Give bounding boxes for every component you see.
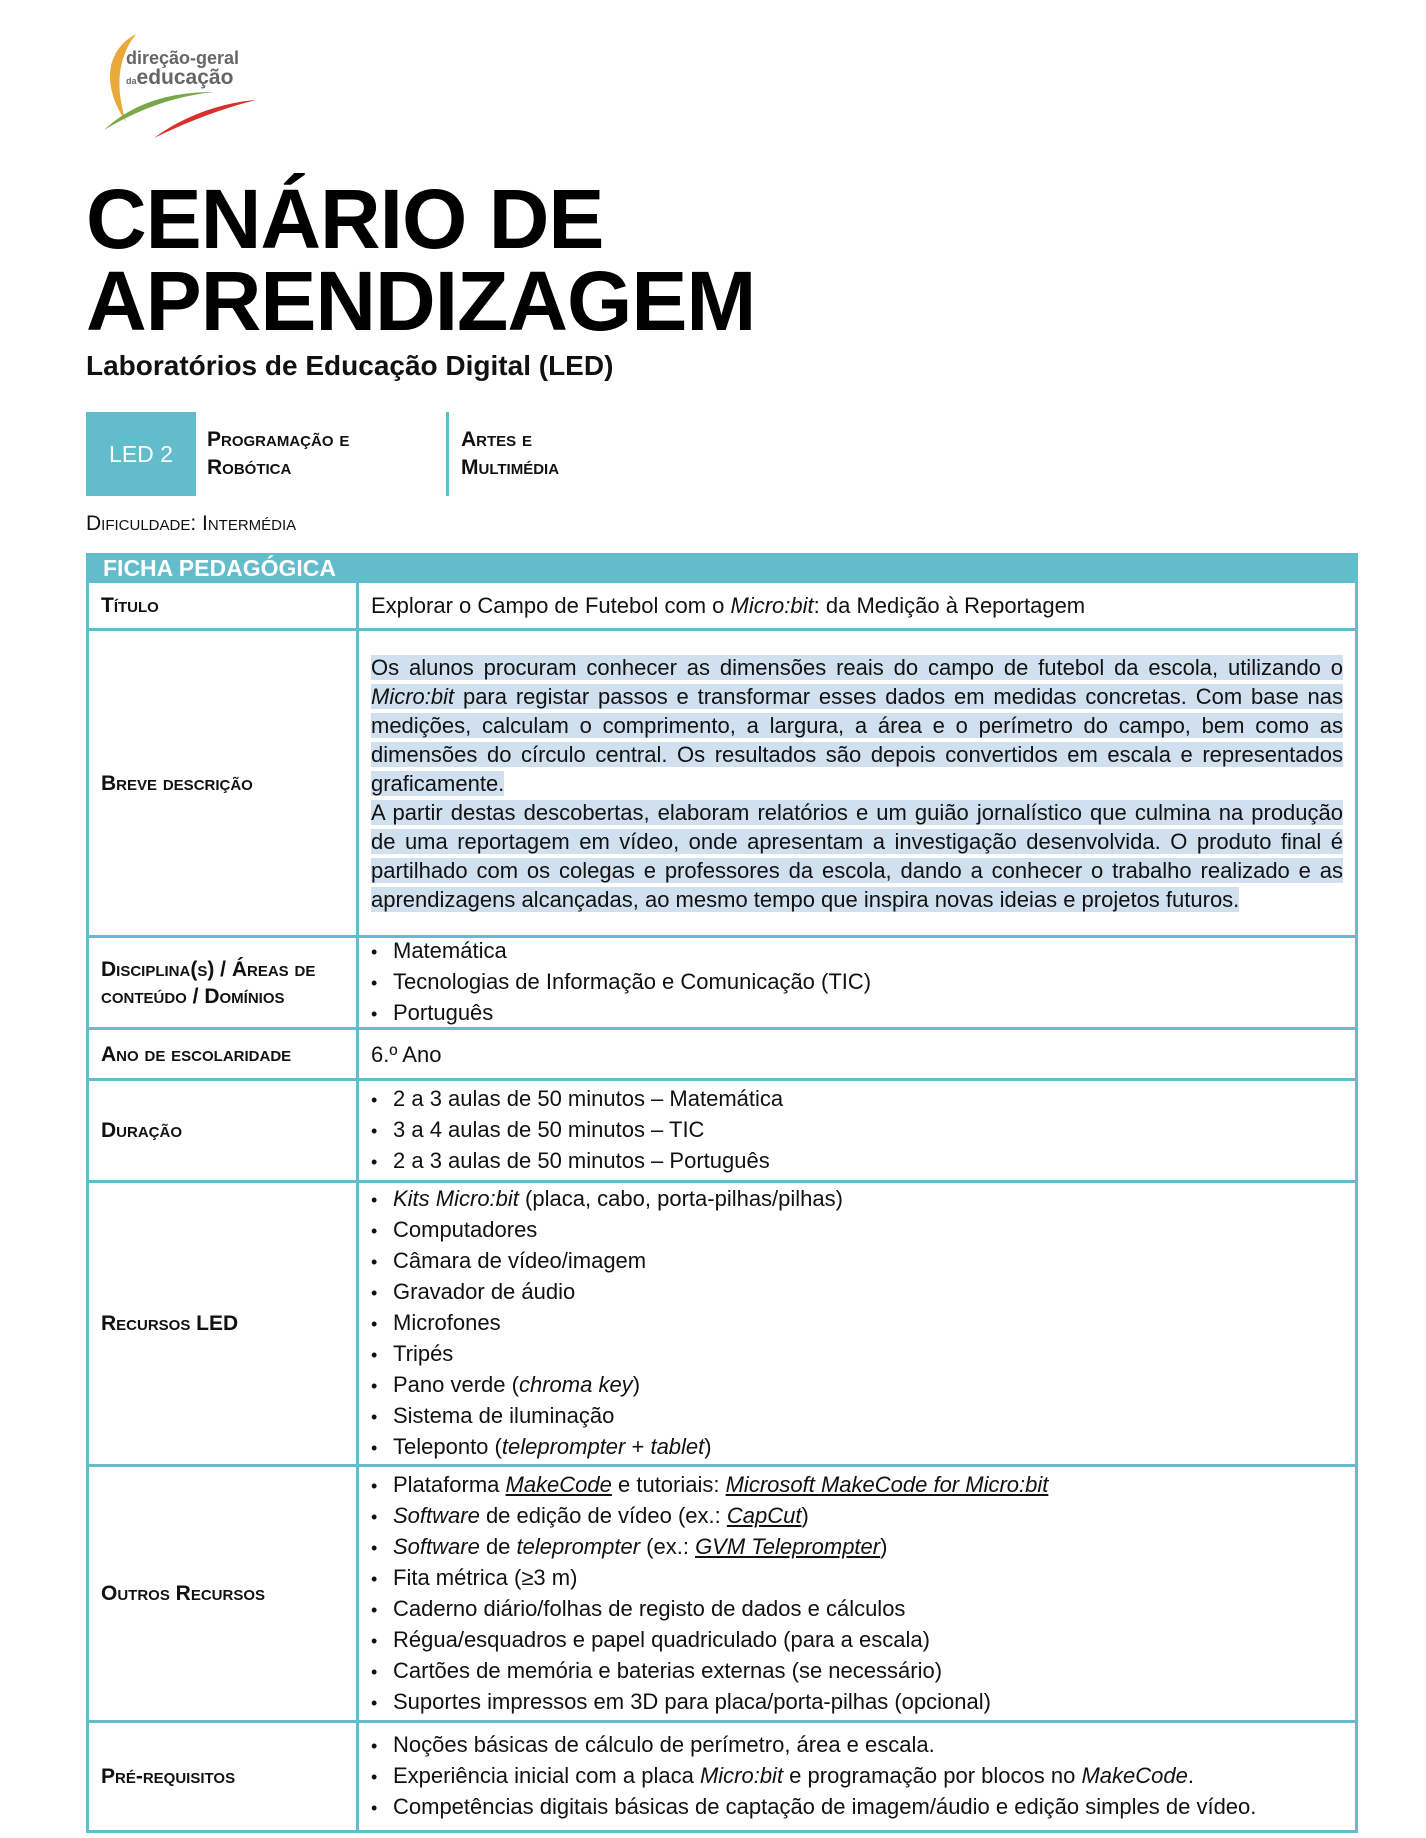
pedagogical-sheet: [86, 553, 1358, 1833]
list-item: • Tecnologias de Informação e Comunicação (TIC): [371, 967, 1343, 998]
row-value: 6.º Ano: [371, 1041, 442, 1067]
list-item: • Português: [371, 998, 1343, 1029]
list-item: • Caderno diário/folhas de registo de dados e cálculos: [371, 1594, 1343, 1625]
led-badge: LED 2: [86, 412, 196, 496]
list-item: • 2 a 3 aulas de 50 minutos – Matemática: [371, 1084, 1343, 1115]
list-item: • Teleponto (teleprompter + tablet): [371, 1432, 1343, 1463]
row-label: Pré-requisitos: [89, 1723, 359, 1830]
list-item: • Noções básicas de cálculo de perímetro, área e escala.: [371, 1730, 1343, 1761]
list-item: • Suportes impressos em 3D para placa/porta-pilhas (opcional): [371, 1687, 1343, 1718]
row-value: [359, 1081, 1355, 1180]
list-item: • Plataforma MakeCode e tutoriais: Microsoft MakeCode for Micro:bit: [371, 1470, 1343, 1501]
row-titulo: [89, 583, 1355, 628]
difficulty-label: Dificuldade: Intermédia: [86, 512, 297, 535]
list-item: • Gravador de áudio: [371, 1277, 1343, 1308]
row-label: Título: [89, 583, 359, 628]
row-value: [359, 1467, 1355, 1720]
page-title: CENÁRIO DE APRENDIZAGEM: [86, 172, 756, 348]
row-value: Os alunos procuram conhecer as dimensões reais do campo de futebol da escola, utilizando o Micro:bit para registar passos e transformar esses dados em medidas concretas. Com base nas medições, calculam o comprimento, a largura, a área e o perímetro do campo, bem como as dimensões do círculo central. Os resultados são depois convertidos em escala e representados graficamente. A partir destas descobertas, elaboram relatórios e um guião jornalístico que culmina na produção de uma reportagem em vídeo, onde apresentam a investigação desenvolvida. O produto final é partilhado com os colegas e professores da escola, dando a conhecer o trabalho realizado e as aprendizagens alcançadas, ao mesmo tempo que inspira novas ideias e projetos futuros.: [371, 654, 1343, 912]
row-prerequisitos: [89, 1720, 1355, 1830]
row-label: Ano de escolaridade: [89, 1030, 359, 1078]
list-item: • Experiência inicial com a placa Micro:bit e programação por blocos no MakeCode.: [371, 1761, 1343, 1792]
row-label: Disciplina(s) / Áreas de conteúdo / Domínios: [89, 938, 359, 1027]
capcut-link[interactable]: CapCut: [726, 1502, 802, 1528]
list-item: • Câmara de vídeo/imagem: [371, 1246, 1343, 1277]
list-item: • Kits Micro:bit (placa, cabo, porta-pilhas/pilhas): [371, 1184, 1343, 1215]
list-item: • 2 a 3 aulas de 50 minutos – Português: [371, 1146, 1343, 1177]
row-value: [359, 1723, 1355, 1830]
list-item: • Tripés: [371, 1339, 1343, 1370]
row-label: Outros Recursos: [89, 1467, 359, 1720]
list-item: • Régua/esquadros e papel quadriculado (para a escala): [371, 1625, 1343, 1656]
logo-text: direção-geral daeducação: [126, 48, 240, 89]
sheet-heading: FICHA PEDAGÓGICA: [89, 553, 1355, 583]
row-descricao: [89, 628, 1355, 935]
row-label: Recursos LED: [89, 1183, 359, 1464]
dge-logo: [96, 30, 266, 140]
row-value: Explorar o Campo de Futebol com o Micro:bit: da Medição à Reportagem: [371, 593, 1086, 618]
makecode-link[interactable]: MakeCode: [505, 1471, 612, 1497]
row-recursos-led: [89, 1180, 1355, 1464]
row-label: Breve descrição: [89, 631, 359, 935]
gvm-teleprompter-link[interactable]: GVM Teleprompter: [695, 1533, 881, 1559]
makecode-microbit-link[interactable]: Microsoft MakeCode for Micro:bit: [725, 1471, 1049, 1497]
row-label: Duração: [89, 1081, 359, 1180]
list-item: • Sistema de iluminação: [371, 1401, 1343, 1432]
list-item: • Computadores: [371, 1215, 1343, 1246]
area-artes-multimedia: Artes e Multimédia: [461, 428, 560, 479]
row-outros-recursos: [89, 1464, 1355, 1720]
list-item: • Software de teleprompter (ex.: GVM Teleprompter): [371, 1532, 1343, 1563]
list-item: • Matemática: [371, 936, 1343, 967]
row-value: [359, 1183, 1355, 1464]
area-divider: [446, 412, 449, 496]
list-item: • Pano verde (chroma key): [371, 1370, 1343, 1401]
list-item: • Fita métrica (≥3 m): [371, 1563, 1343, 1594]
area-programacao-robotica: Programação e Robótica: [207, 428, 350, 479]
page-subtitle: Laboratórios de Educação Digital (LED): [86, 350, 614, 381]
row-duracao: [89, 1078, 1355, 1180]
row-ano: [89, 1027, 1355, 1078]
list-item: • 3 a 4 aulas de 50 minutos – TIC: [371, 1115, 1343, 1146]
list-item: • Microfones: [371, 1308, 1343, 1339]
list-item: • Competências digitais básicas de captação de imagem/áudio e edição simples de vídeo.: [371, 1792, 1343, 1823]
list-item: • Cartões de memória e baterias externas (se necessário): [371, 1656, 1343, 1687]
row-disciplinas: [89, 935, 1355, 1027]
list-item: • Software de edição de vídeo (ex.: CapCut): [371, 1501, 1343, 1532]
row-value: [359, 938, 1355, 1027]
